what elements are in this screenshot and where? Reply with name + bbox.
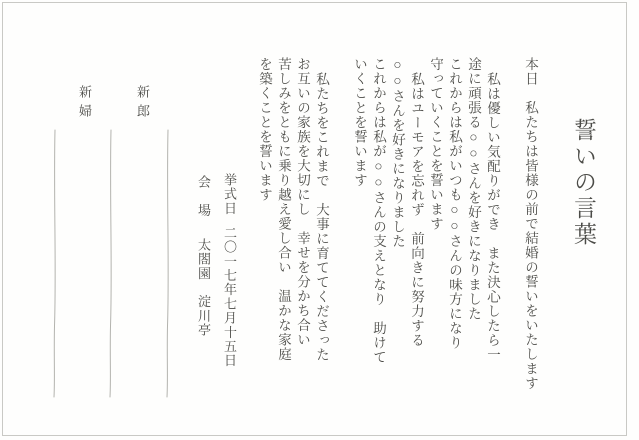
groom-label: 新郎 [135, 85, 150, 123]
venue-value: 太閤園 淀川亭 [196, 237, 211, 338]
signature-line-groom-right [167, 130, 168, 397]
signature-line-groom-left [110, 130, 111, 397]
ceremony-date [220, 173, 239, 368]
vow-line-9: いくことを誓います [352, 57, 367, 188]
vow-line-1: 本日 私たちは皆様の前で結婚の誓いをいたします [523, 57, 538, 391]
ceremony-venue [194, 175, 213, 337]
date-value: 二〇一七年七月十五日 [222, 225, 237, 368]
page-title: 誓いの言葉 [571, 118, 596, 248]
vow-line-7: ○○さんを好きになりました [390, 57, 405, 249]
venue-label: 会 場 [196, 175, 211, 218]
vow-line-10: 私たちをこれまで 大事に育ててくださった [314, 72, 329, 362]
date-label: 挙式日 [222, 173, 237, 216]
vow-line-5: 守っていくことを誓います [428, 57, 443, 231]
vow-line-4: これからは私がいつも○○さんの味方になり [447, 57, 462, 350]
vow-line-3: 途に頑張る○○さんを好きになりました [466, 57, 481, 321]
bride-label: 新婦 [77, 85, 92, 123]
signature-lines [40, 126, 180, 402]
vow-line-12: 苦しみをともに乗り越え愛し合い 温かな家庭 [276, 57, 291, 362]
vow-line-8: これからは私が○○さんの支えとなり 助けて [371, 57, 386, 365]
vow-line-11: お互いの家族を大切にし 幸せを分かち合い [295, 57, 310, 347]
signature-line-bride [54, 130, 55, 397]
vow-line-13: を築くことを誓います [257, 57, 272, 202]
vow-line-6: 私はユーモアを忘れず 前向きに努力する [409, 72, 424, 348]
vow-line-2: 私は優しい気配りができ また決心したら一 [485, 72, 500, 362]
vow-text-block [255, 57, 540, 417]
